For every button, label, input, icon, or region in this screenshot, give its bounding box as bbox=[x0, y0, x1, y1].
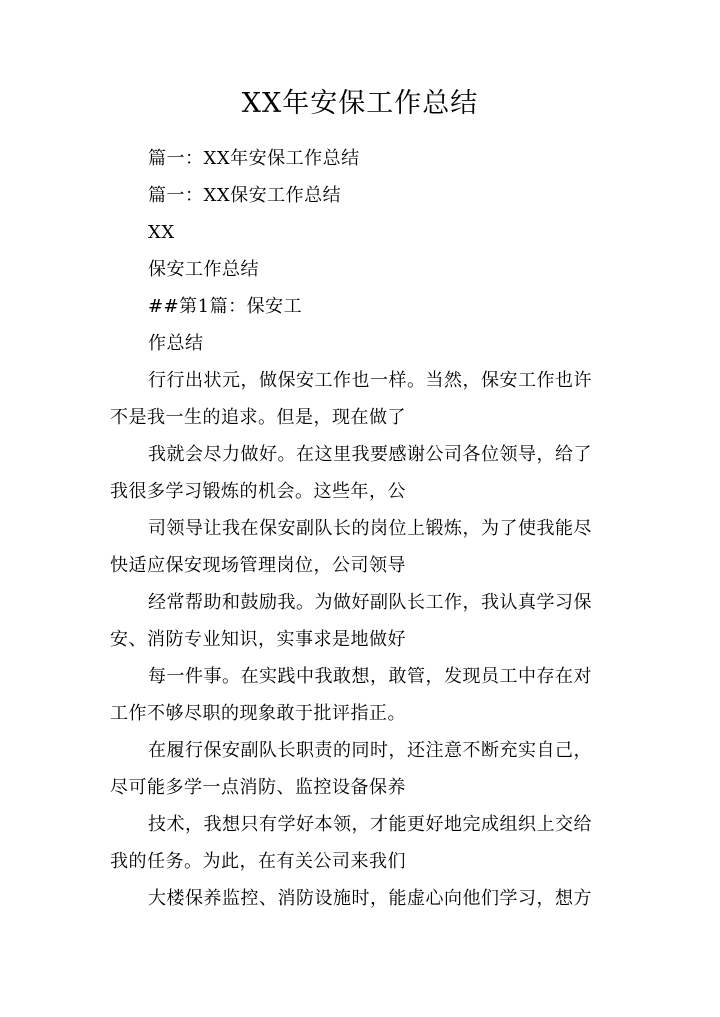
text-line: 经常帮助和鼓励我。为做好副队长工作，我认真学习保 bbox=[148, 592, 592, 613]
text-line: 我很多学习锻炼的机会。这些年，公 bbox=[110, 481, 406, 502]
text-line: 不是我一生的追求。但是，现在做了 bbox=[110, 407, 406, 428]
text-line: 在履行保安副队长职责的同时，还注意不断充实自己， bbox=[148, 740, 592, 761]
text-line: 篇一：XX保安工作总结 bbox=[148, 185, 342, 206]
text-line: 篇一：XX年安保工作总结 bbox=[148, 148, 360, 169]
text-line: 工作不够尽职的现象敢于批评指正。 bbox=[110, 703, 406, 724]
text-line: 技术，我想只有学好本领，才能更好地完成组织上交给 bbox=[148, 814, 592, 835]
text-line: 保安工作总结 bbox=[148, 259, 259, 280]
text-line: XX bbox=[148, 222, 175, 243]
text-line: 我就会尽力做好。在这里我要感谢公司各位领导，给了 bbox=[148, 444, 592, 465]
document-title: XX年安保工作总结 bbox=[241, 88, 479, 119]
text-line: 作总结 bbox=[148, 333, 204, 354]
text-line: 我的任务。为此，在有关公司来我们 bbox=[110, 851, 406, 872]
text-line: 大楼保养监控、消防设施时，能虚心向他们学习，想方 bbox=[148, 888, 592, 909]
document-body bbox=[110, 140, 610, 917]
text-line: 尽可能多学一点消防、监控设备保养 bbox=[110, 777, 406, 798]
text-line: 快适应保安现场管理岗位，公司领导 bbox=[110, 555, 406, 576]
text-line: 司领导让我在保安副队长的岗位上锻炼，为了使我能尽 bbox=[148, 518, 592, 539]
text-line: ##第1篇：保安工 bbox=[148, 296, 303, 317]
text-line: 每一件事。在实践中我敢想，敢管，发现员工中存在对 bbox=[148, 666, 592, 687]
text-line: 行行出状元，做保安工作也一样。当然，保安工作也许 bbox=[148, 370, 592, 391]
text-line: 安、消防专业知识，实事求是地做好 bbox=[110, 629, 406, 650]
